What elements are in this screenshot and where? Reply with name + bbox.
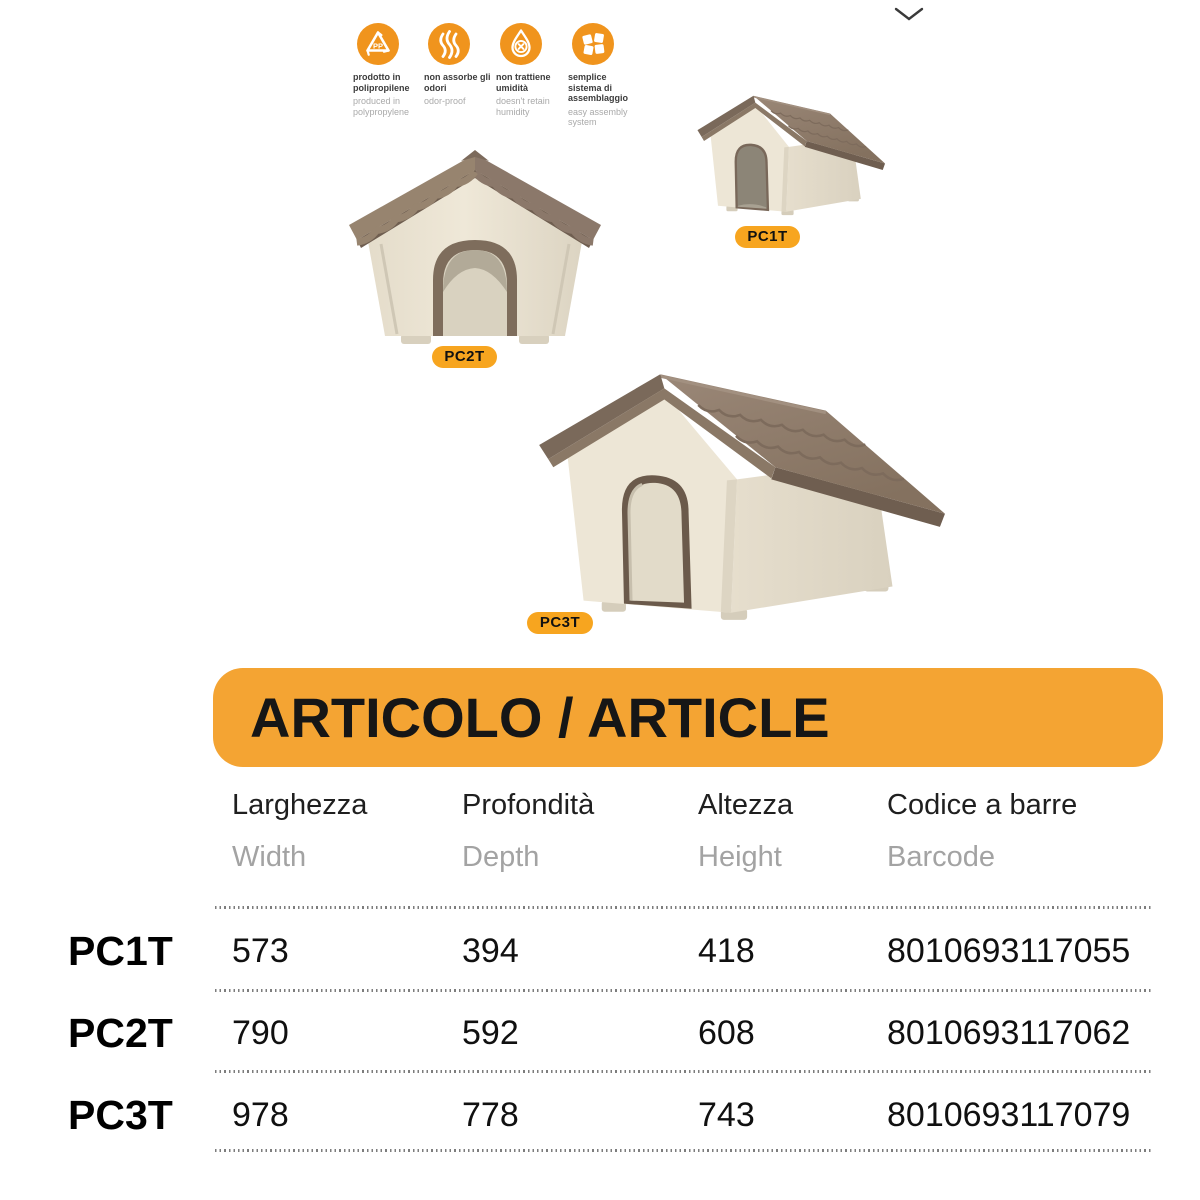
feature-item-odor-proof xyxy=(424,23,494,107)
pc1t-badge: PC1T xyxy=(735,226,800,248)
pc1t-depth: 394 xyxy=(462,932,519,970)
pc3t-badge: PC3T xyxy=(527,612,593,634)
feature-label-it: semplice sistema di assemblaggio xyxy=(568,72,629,103)
pc3t-width: 978 xyxy=(232,1096,289,1134)
column-header-barcode-en: Barcode xyxy=(887,841,996,873)
feature-item-easy-assembly xyxy=(568,23,638,128)
feature-label-it: non assorbe gli odori xyxy=(424,72,491,93)
feature-item-polypropylene xyxy=(353,23,423,117)
column-header-depth-it: Profondità xyxy=(462,789,595,821)
pc2t-height: 608 xyxy=(698,1014,755,1052)
article-banner xyxy=(213,668,1163,767)
column-header-barcode-it: Codice a barre xyxy=(887,789,1078,821)
pc1t-height: 418 xyxy=(698,932,755,970)
no-humidity-icon xyxy=(500,23,542,65)
odor-proof-icon xyxy=(428,23,470,65)
pc1t-product-image xyxy=(690,83,886,223)
row-separator xyxy=(215,1149,1153,1152)
column-header-width-it: Larghezza xyxy=(232,789,368,821)
row-code-pc3t: PC3T xyxy=(68,1092,173,1138)
feature-label-en: odor-proof xyxy=(424,96,466,106)
feature-label-it: non trattiene umidità xyxy=(496,72,551,93)
row-separator xyxy=(215,1070,1153,1073)
feature-label-en: easy assembly system xyxy=(568,106,628,127)
pc1t-width: 573 xyxy=(232,932,289,970)
pc3t-product-image xyxy=(523,348,947,636)
row-code-pc1t: PC1T xyxy=(68,928,173,974)
row-code-pc2t: PC2T xyxy=(68,1010,173,1056)
pc2t-barcode: 8010693117062 xyxy=(887,1014,1131,1052)
pc2t-width: 790 xyxy=(232,1014,289,1052)
column-header-height-it: Altezza xyxy=(698,789,794,821)
row-separator xyxy=(215,906,1153,909)
pc3t-barcode: 8010693117079 xyxy=(887,1096,1131,1134)
pc1t-barcode: 8010693117055 xyxy=(887,932,1131,970)
recycle-pp-icon xyxy=(357,23,399,65)
column-header-height-en: Height xyxy=(698,841,782,873)
easy-assembly-icon xyxy=(572,23,614,65)
pc2t-depth: 592 xyxy=(462,1014,519,1052)
chevron-mark xyxy=(893,6,925,24)
svg-text:PP: PP xyxy=(372,41,384,51)
feature-label-en: doesn't retain humidity xyxy=(496,96,550,117)
pc3t-depth: 778 xyxy=(462,1096,519,1134)
pc3t-height: 743 xyxy=(698,1096,755,1134)
pc2t-badge: PC2T xyxy=(432,346,497,368)
column-header-width-en: Width xyxy=(232,841,307,873)
row-separator xyxy=(215,989,1153,992)
column-header-depth-en: Depth xyxy=(462,841,540,873)
article-banner-title: ARTICOLO / ARTICLE xyxy=(250,686,830,749)
feature-item-no-humidity xyxy=(496,23,566,117)
feature-label-en: produced in polypropylene xyxy=(353,96,410,117)
feature-label-it: prodotto in polipropilene xyxy=(353,72,410,93)
pc2t-product-image xyxy=(343,148,607,348)
